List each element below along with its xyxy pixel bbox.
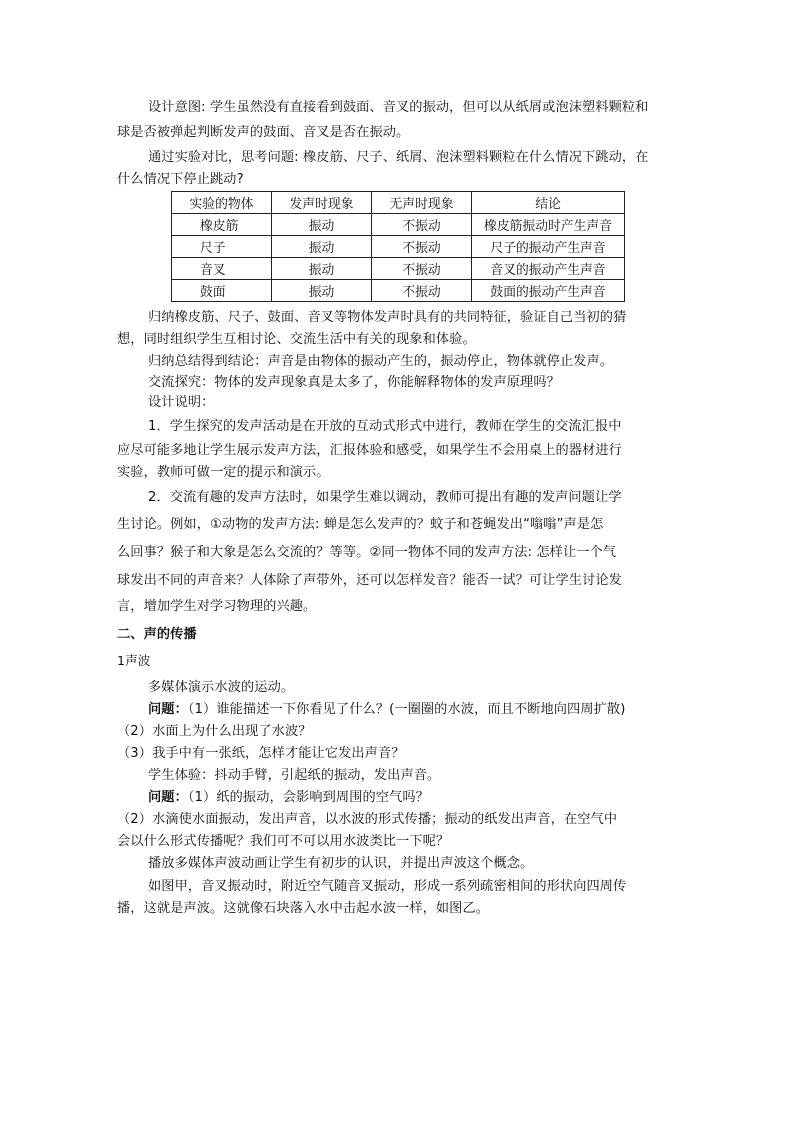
question-line [148, 789, 429, 807]
table-header-row [172, 192, 625, 214]
table-cell: 鼓面 [172, 280, 272, 302]
table-cell: 振动 [272, 236, 372, 258]
paragraph-line: 如图甲，音叉振动时，附近空气随音叉振动，形成一系列疏密相间的形状向四周传 [148, 879, 627, 894]
table-cell: 音叉 [172, 258, 272, 280]
table-cell: 鼓面的振动产生声音 [472, 280, 625, 302]
table-cell: 不振动 [372, 214, 472, 236]
paragraph-line: 交流探究：物体的发声现象真是太多了，你能解释物体的发声原理吗？ [148, 375, 560, 390]
paragraph-line: 设计说明： [148, 395, 215, 410]
question-text: （1）纸的振动，会影响到周围的空气吗？ [187, 790, 429, 805]
table-cell: 振动 [272, 280, 372, 302]
question-line [148, 701, 625, 719]
experiment-table [171, 191, 625, 302]
question-label: 问题： [148, 790, 188, 805]
paragraph-line: 言，增加学生对学习物理的兴趣。 [117, 599, 317, 614]
question-text: （1）谁能描述一下你看见了什么？(一圈圈的水波，而且不断地向四周扩散) [187, 702, 626, 717]
paragraph-line: 球是否被弹起判断发声的鼓面、音叉是否在振动。 [117, 125, 410, 140]
paragraph-line: 归纳橡皮筋、尺子、鼓面、音叉等物体发声时具有的共同特征，验证自己当初的猜 [148, 310, 627, 325]
paragraph-line: 1．学生探究的发声活动是在开放的互动式形式中进行，教师在学生的交流汇报中 [148, 419, 622, 434]
paragraph-line: 播放多媒体声波动画让学生有初步的认识，并提出声波这个概念。 [148, 856, 534, 871]
table-cell: 不振动 [372, 258, 472, 280]
table-cell: 不振动 [372, 236, 472, 258]
paragraph-line: 播，这就是声波。这就像石块落入水中击起水波一样，如图乙。 [117, 901, 490, 916]
table-cell: 不振动 [372, 280, 472, 302]
paragraph-line: 什么情况下停止跳动? [117, 172, 244, 187]
table-cell: 尺子的振动产生声音 [472, 236, 625, 258]
paragraph-line: 2．交流有趣的发声方法时，如果学生难以调动，教师可提出有趣的发声问题让学 [148, 490, 622, 505]
question-label: 问题： [148, 702, 188, 717]
table-row [172, 280, 625, 302]
paragraph-line: 球发出不同的声音来？人体除了声带外，还可以怎样发音？能否一试？可让学生讨论发 [117, 573, 622, 588]
paragraph-line: 应尽可能多地让学生展示发声方法，汇报体验和感受，如果学生不会用桌上的器材进行 [117, 443, 622, 458]
table-row [172, 236, 625, 258]
table-cell: 音叉的振动产生声音 [472, 258, 625, 280]
paragraph-line: 学生体验：抖动手臂，引起纸的振动，发出声音。 [148, 768, 441, 783]
section-heading: 二、声的传播 [117, 627, 197, 642]
table-cell: 振动 [272, 214, 372, 236]
table-cell: 橡皮筋振动时产生声音 [472, 214, 625, 236]
paragraph-line: 实验，教师可做一定的提示和演示。 [117, 465, 330, 480]
paragraph-line: 设计意图: 学生虽然没有直接看到鼓面、音叉的振动，但可以从纸屑或泡沫塑料颗粒和 [148, 100, 649, 115]
table-header-cell: 无声时现象 [372, 192, 472, 214]
table-row [172, 214, 625, 236]
paragraph-line: （2）水面上为什么出现了水波？ [117, 724, 312, 739]
paragraph-line: 通过实验对比，思考问题: 橡皮筋、尺子、纸屑、泡沫塑料颗粒在什么情况下跳动，在 [148, 150, 649, 165]
paragraph-line: 生讨论。例如，①动物的发声方法: 蝉是怎么发声的？蚊子和苍蝇发出“嗡嗡”声是怎 [117, 517, 604, 532]
paragraph-line: 么回事？猴子和大象是怎么交流的？等等。②同一物体不同的发声方法: 怎样让一个气 [117, 545, 617, 560]
paragraph-line: 想，同时组织学生互相讨论、交流生活中有关的现象和体验。 [117, 332, 476, 347]
paragraph-line: 会以什么形式传播呢？我们可不可以用水波类比一下呢？ [117, 834, 450, 849]
paragraph-line: （3）我手中有一张纸，怎样才能让它发出声音？ [117, 746, 405, 761]
table-header-cell: 发声时现象 [272, 192, 372, 214]
table-row [172, 258, 625, 280]
subsection-heading: 1声波 [117, 653, 151, 668]
paragraph-line: 多媒体演示水波的运动。 [148, 680, 295, 695]
table-header-cell: 结论 [472, 192, 625, 214]
table-cell: 振动 [272, 258, 372, 280]
table-cell: 尺子 [172, 236, 272, 258]
table-cell: 橡皮筋 [172, 214, 272, 236]
table-header-cell: 实验的物体 [172, 192, 272, 214]
paragraph-line: 归纳总结得到结论：声音是由物体的振动产生的，振动停止，物体就停止发声。 [148, 354, 614, 369]
paragraph-line: （2）水滴使水面振动，发出声音，以水波的形式传播；振动的纸发出声音，在空气中 [117, 812, 618, 827]
